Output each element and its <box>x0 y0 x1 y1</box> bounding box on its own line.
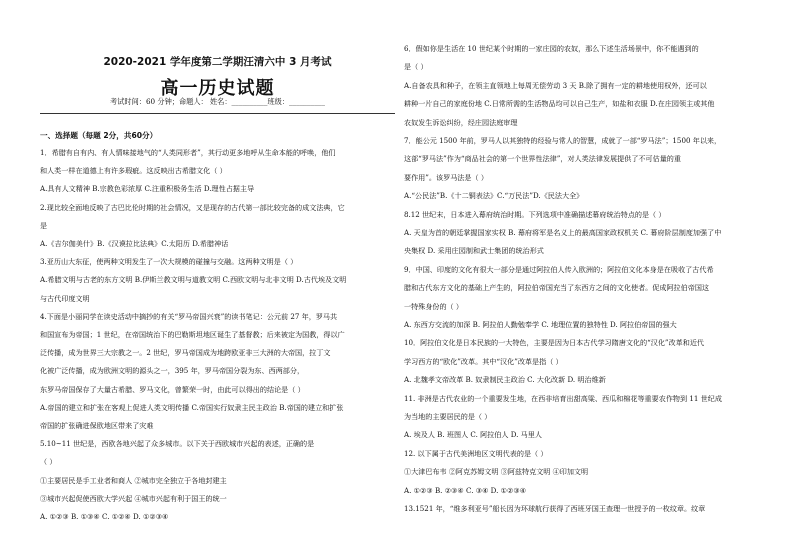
text-line: 和国宣布为帝国；1 世纪，在帝国统治下的巴勒斯坦地区诞生了基督教；后来被定为国教，得以广 <box>40 330 345 339</box>
text-line: 6．假如你是生活在 10 世纪某个时期的一家庄园的农奴，那么下述生活场景中，你不能遇到的 <box>404 44 699 53</box>
exam-title: 2020-2021 学年度第二学期汪清六中 3 月考试 <box>103 56 332 68</box>
text-line: 一特殊身份的（ ） <box>404 301 464 311</box>
exam-info: 考试时间：60 分钟；命题人： 姓名：__________班级：__________ <box>110 97 325 106</box>
text-line: 东罗马帝国保存了大量古希腊、罗马文化，曾繁荣一时，由此可以得出的结论是（ ） <box>40 384 305 394</box>
text-line: 为当地的主要居民的是（ ） <box>404 412 492 421</box>
text-line: A. 埃及人 B. 班图人 C. 阿拉伯人 D. 马里人 <box>404 430 542 440</box>
text-line: 是（ ） <box>404 62 428 72</box>
text-line: 与古代印度文明 <box>40 293 90 303</box>
text-line: 耕种一片自己的家庭份地 C.日常所需的生活物品均可以自己生产，如盐和衣服 D.在庄园领主或其他 <box>404 99 715 109</box>
text-line: A.《吉尔伽美什》B.《汉谟拉比法典》C.太阳历 D.希腊神话 <box>40 239 229 248</box>
text-line: 农奴发生诉讼纠纷，经庄园法庭审理 <box>404 117 518 127</box>
text-line: A. 天皇为首的朝廷掌握国家实权 B. 幕府将军是名义上的最高国家政权机关 C. 幕府阶层制度加强了中 <box>404 228 722 237</box>
text-line: 2.现比较全面地反映了古巴比伦时期的社会情况，又是现存的古代第一部比较完备的成文法典，它 <box>40 202 345 212</box>
text-line: A.自备农具和种子，在领主直领地上每周无偿劳动 3 天 B.除了拥有一定的耕地使用权外，还可以 <box>404 80 707 90</box>
text-line: 5.10~11 世纪是，西欧各地兴起了众多城市。以下关于西欧城市兴起的表述，正确的是 <box>40 439 315 449</box>
header-divider <box>40 113 395 114</box>
text-line: 7．能公元 1500 年前，罗马人以其独特的经验与常人的智慧，成就了一部“罗马法”；1500 年以来， <box>404 136 722 145</box>
text-line: 9．中国、印度的文化有很大一部分是通过阿拉伯人传入欧洲的；阿拉伯文化本身是在吸收了古代希 <box>404 264 714 274</box>
text-line: ①大津巴布韦 ②阿克苏姆文明 ③阿兹特克文明 ④印加文明 <box>404 467 589 477</box>
text-line: A. 北魏孝文帝改革 B. 奴隶制民主政治 C. 大化改新 D. 明治维新 <box>404 375 606 385</box>
text-line: A.帝国的建立和扩张在客观上促进人类文明传播 C.帝国实行奴隶主民主政治 B.帝国的建立和扩张 <box>40 402 344 412</box>
text-line: 12. 以下属于古代美洲地区文明代表的是（ ） <box>404 448 548 458</box>
text-line: （ ） <box>40 457 57 467</box>
text-line: A. 东西方交流的加深 B. 阿拉伯人勤勉奉学 C. 地理位置的独特性 D. 阿拉伯帝国的强大 <box>404 320 677 329</box>
text-line: 10．阿拉伯文化是日本民族的一大特色，主要是因为日本古代学习隋唐文化的“汉化”改革和近代 <box>404 338 705 348</box>
subject-title: 高一历史试题 <box>160 78 275 99</box>
text-line: ①主要居民是手工业者和商人 ②城市完全独立于各地封建主 <box>40 475 227 485</box>
text-line: 和人类一样在道德上有许多瑕疵。这反映出古希腊文化（ ） <box>40 166 227 176</box>
text-line: A.希腊文明与古老的东方文明 B.伊斯兰教文明与道教文明 C.西欧文明与北非文明 D.古代埃及文明 <box>40 275 347 285</box>
text-line: ③城市兴起促使西欧大学兴起 ④城市兴起有利于国王的统一 <box>40 493 227 503</box>
text-line: 11. 非洲是古代农业的一个重要发生地，在西非培育出甜高粱、西瓜和棉花等重要农作物到 11 世纪成 <box>404 393 722 403</box>
text-line: 央集权 D. 采用庄园制和武士集团的统治形式 <box>404 246 544 256</box>
text-line: 1．希腊有自有内、有人情味接地气的“人类同形者”，其行动更多地呼从生命本能的呼唤，他们 <box>40 148 336 157</box>
text-line: 泛传播，成为世界三大宗教之一。2 世纪，罗马帝国成为地跨欧亚非三大洲的大帝国，拉丁文 <box>40 348 331 358</box>
text-line: 3.亚历山大东征，使两种文明发生了一次大规模的碰撞与交融。这两种文明是（ ） <box>40 257 298 267</box>
text-line: 是 <box>40 220 48 230</box>
text-line: 8.12 世纪末，日本进入幕府统治时期。下列选项中准确描述幕府统治特点的是（ ） <box>404 209 666 219</box>
text-line: A.具有人文精神 B.宗教色彩浓厚 C.注重积极务生活 D.理性占据主导 <box>40 184 255 194</box>
text-line: 这部“罗马法”作为“商品社会的第一个世界性法律”，对人类法律发展提供了不可估量的重 <box>404 154 681 164</box>
text-line: 帝国的扩张确进保欧地区带来了灾难 <box>40 421 154 430</box>
text-line: 4.下面是小丽同学在读史活动中摘抄的有关“罗马帝国兴衰”的读书笔记：公元前 27 年，罗马共 <box>40 311 338 321</box>
text-line: 13.1521 年，“维多利亚号”船长因为环球航行获得了西班牙国王查理一世授予的一枚纹章。纹章 <box>404 504 706 513</box>
text-line: 腊和古代东方文化的基础上产生的，阿拉伯帝国充当了东西方之间的文化使者。促成阿拉伯帝国这 <box>404 283 710 293</box>
text-line: 化被广泛传播，成为欧洲文明的源头之一，395 年，罗马帝国分裂为东、西两部分， <box>40 366 305 376</box>
text-line: 学习西方的“欧化”改革。其中“汉化”改革是指（ ） <box>404 356 563 366</box>
section-title: 一、选择题（每题 2分，共60分） <box>40 131 158 140</box>
text-line: A.“公民法”B.《十二铜表法》C.“万民法”D.《民法大全》 <box>404 191 584 201</box>
text-line: A. ①②③ B. ②③④ C. ③④ D. ①②③④ <box>404 485 527 495</box>
text-line: 要作用”。该罗马法是（ ） <box>404 172 488 182</box>
text-line: A. ①②③ B. ①③④ C. ①②④ D. ①②③④ <box>40 512 169 521</box>
